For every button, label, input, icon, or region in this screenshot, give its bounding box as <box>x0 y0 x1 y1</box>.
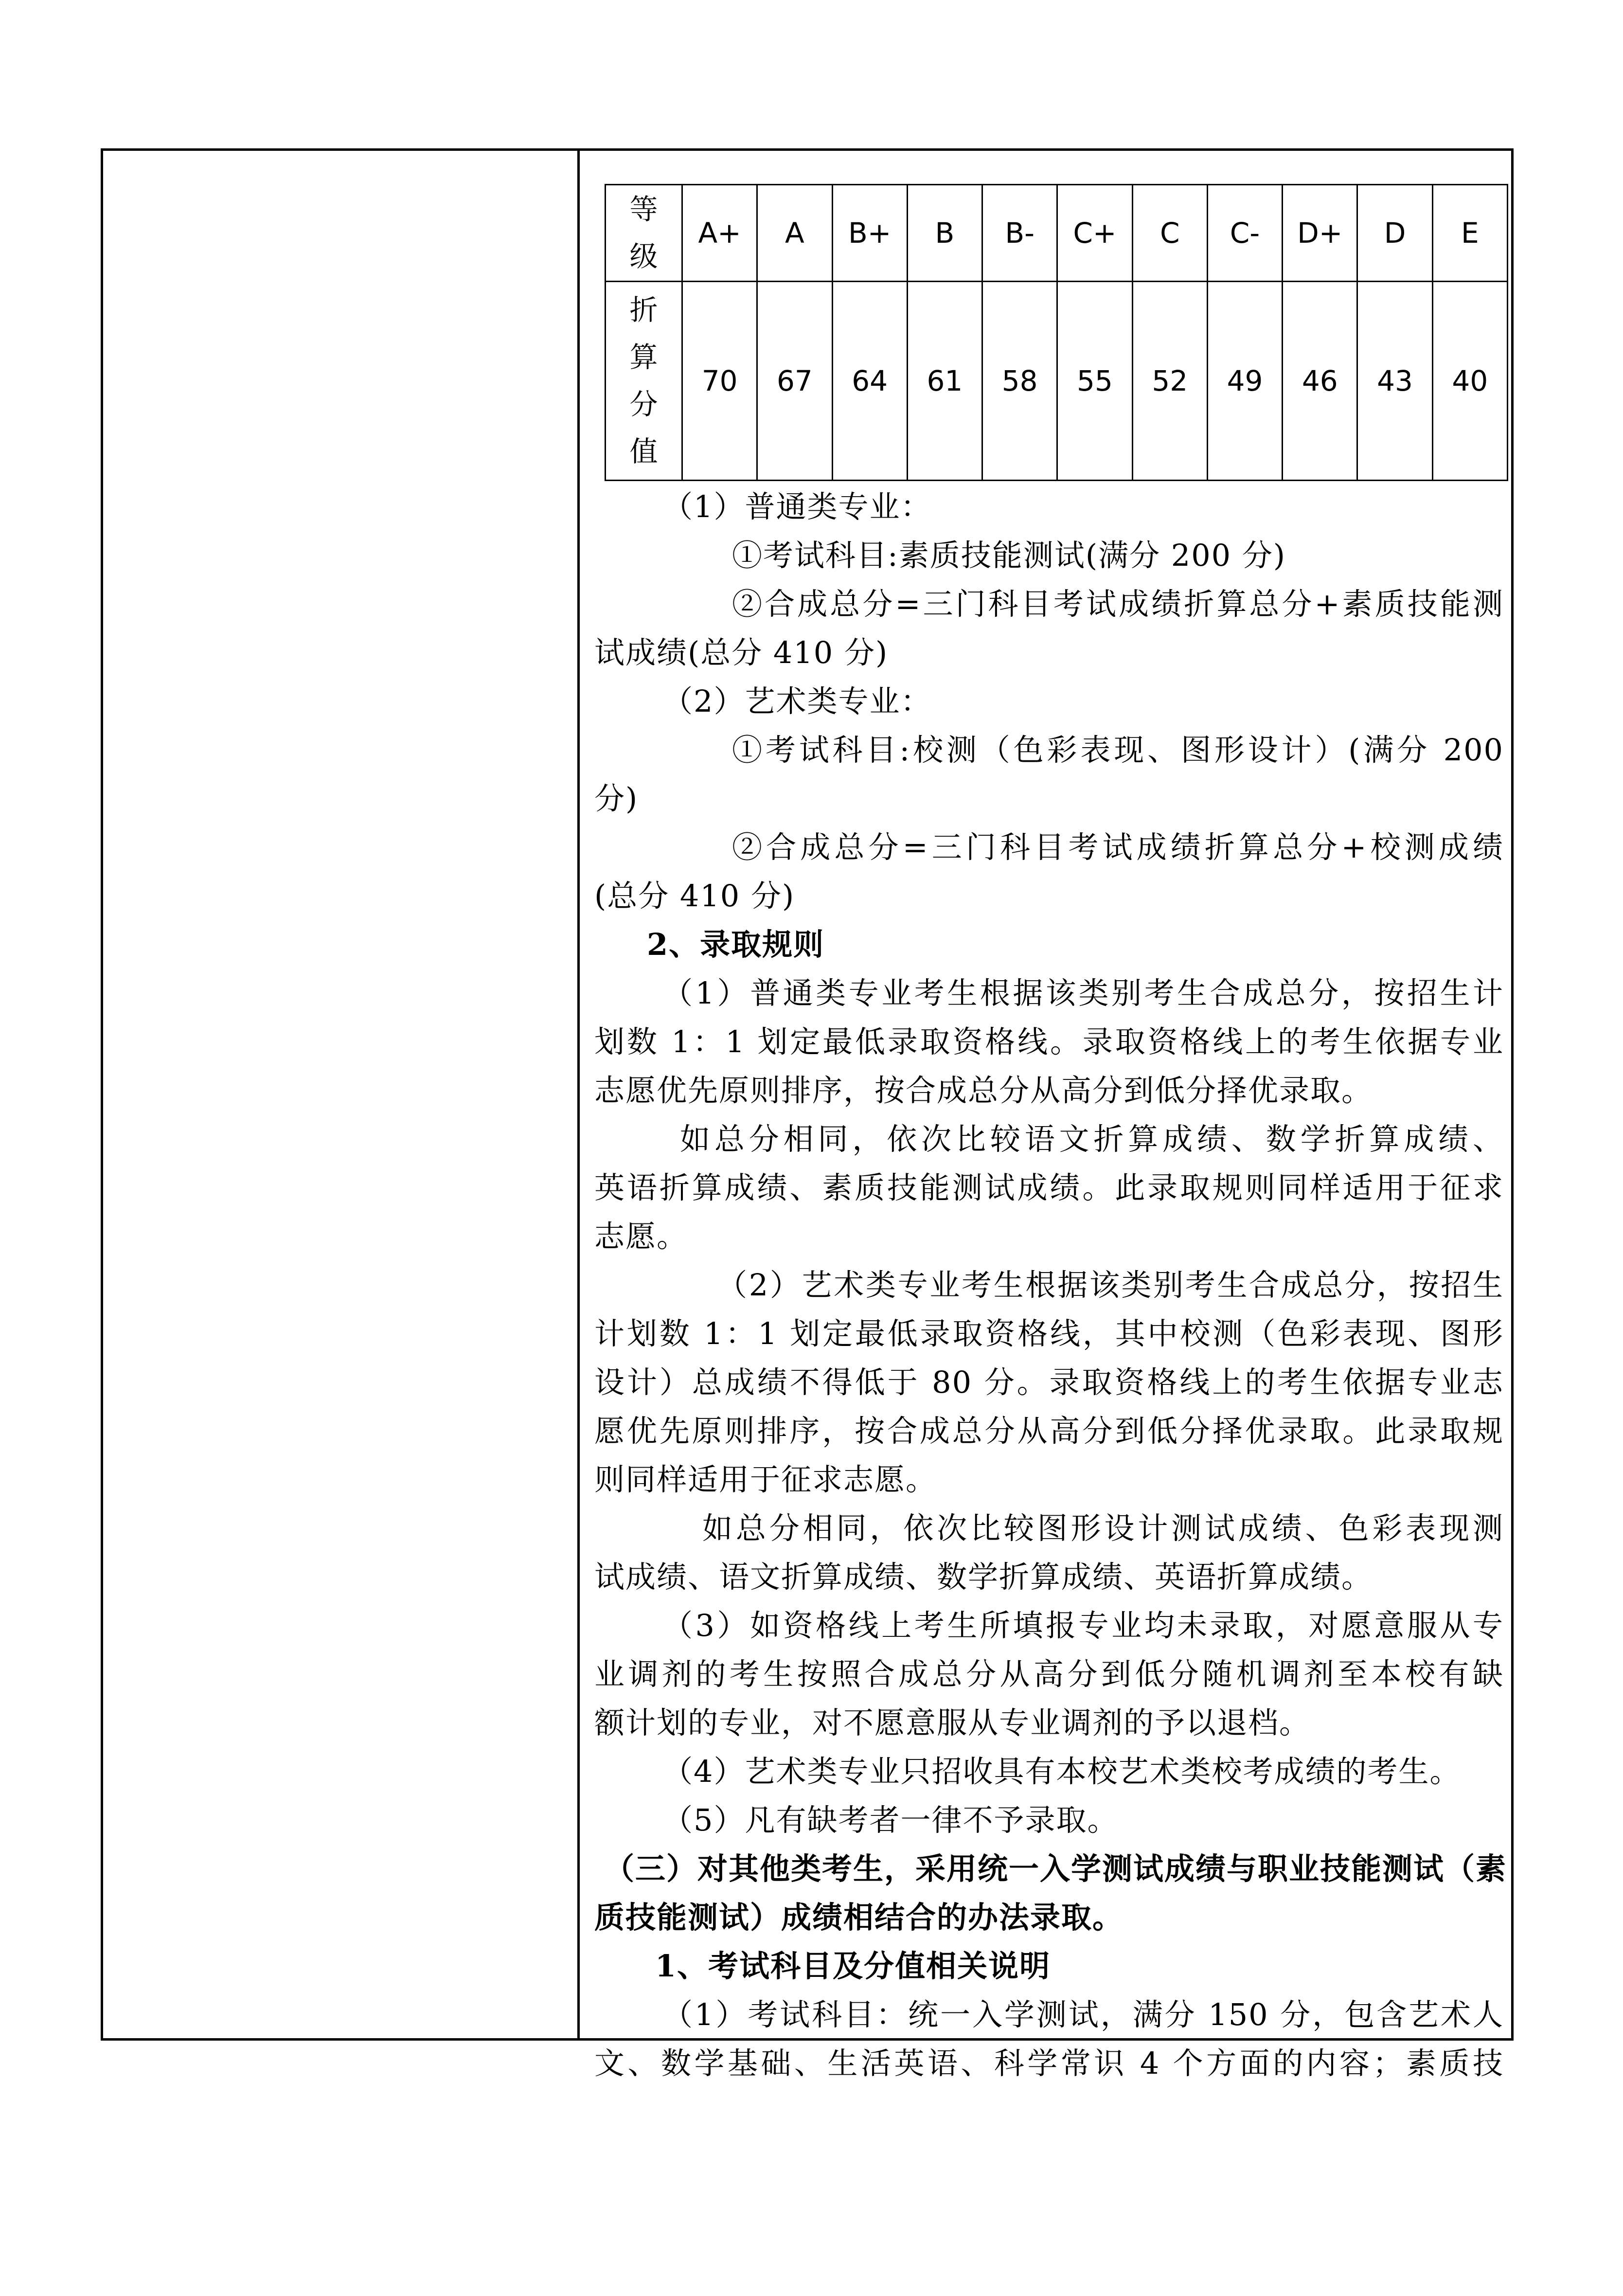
text-line: 计划数 1：1 划定最低录取资格线，其中校测（色彩表现、图形 <box>594 1316 1504 1351</box>
score-cell: 55 <box>1057 282 1132 481</box>
header-char: 级 <box>629 240 658 273</box>
grade-cell: B- <box>982 185 1057 282</box>
body-text <box>594 483 1507 2088</box>
text-line: 额计划的专业，对不愿意服从专业调剂的予以退档。 <box>594 1705 1311 1740</box>
grade-cell: B <box>907 185 982 282</box>
grade-row <box>606 185 1508 282</box>
text-line: 文、数学基础、生活英语、科学常识 4 个方面的内容；素质技 <box>594 2045 1504 2081</box>
score-cell: 64 <box>832 282 907 481</box>
header-char: 值 <box>629 435 658 468</box>
text-line: （5）凡有缺考者一律不予录取。 <box>662 1802 1119 1838</box>
text-line: （4）艺术类专业只招收具有本校艺术类校考成绩的考生。 <box>662 1754 1461 1789</box>
grade-row-header <box>606 185 682 282</box>
score-cell: 52 <box>1132 282 1207 481</box>
grade-cell: C <box>1132 185 1207 282</box>
text-line: 试成绩(总分 410 分) <box>594 635 889 670</box>
text-line: 则同样适用于征求志愿。 <box>594 1462 937 1497</box>
section-heading: （三）对其他类考生，采用统一入学测试成绩与职业技能测试（素 <box>604 1851 1507 1886</box>
score-cell: 67 <box>757 282 832 481</box>
score-row <box>606 282 1508 481</box>
text-line: （3）如资格线上考生所填报专业均未录取，对愿意服从专 <box>662 1608 1504 1643</box>
text-line: 如总分相同，依次比较语文折算成绩、数学折算成绩、 <box>680 1121 1504 1157</box>
grade-cell: C+ <box>1057 185 1132 282</box>
text-line: （1）普通类专业考生根据该类别考生合成总分，按招生计 <box>662 975 1504 1011</box>
header-char: 算 <box>629 341 658 374</box>
text-line: ②合成总分=三门科目考试成绩折算总分+素质技能测 <box>732 586 1504 622</box>
text-line: （1）考试科目：统一入学测试，满分 150 分，包含艺术人 <box>662 1997 1504 2032</box>
score-cell: 49 <box>1207 282 1282 481</box>
header-char: 等 <box>629 193 658 226</box>
grade-cell: E <box>1432 185 1507 282</box>
section-heading: 质技能测试）成绩相结合的办法录取。 <box>594 1900 1124 1935</box>
text-line: 试成绩、语文折算成绩、数学折算成绩、英语折算成绩。 <box>594 1559 1373 1595</box>
grade-cell: A+ <box>682 185 757 282</box>
text-line: 划数 1：1 划定最低录取资格线。录取资格线上的考生依据专业 <box>594 1024 1504 1059</box>
text-line: 志愿优先原则排序，按合成总分从高分到低分择优录取。 <box>594 1073 1373 1108</box>
text-line: 英语折算成绩、素质技能测试成绩。此录取规则同样适用于征求 <box>594 1170 1504 1205</box>
grade-cell: D <box>1357 185 1432 282</box>
header-char: 折 <box>629 293 658 326</box>
text-line: 志愿。 <box>594 1219 688 1254</box>
grade-conversion-table <box>605 184 1508 481</box>
text-line: ①考试科目:校测（色彩表现、图形设计）(满分 200 <box>732 732 1504 768</box>
grade-cell: B+ <box>832 185 907 282</box>
score-cell: 40 <box>1432 282 1507 481</box>
column-divider <box>577 148 580 2041</box>
score-cell: 43 <box>1357 282 1432 481</box>
score-cell: 70 <box>682 282 757 481</box>
text-line: 业调剂的考生按照合成总分从高分到低分随机调剂至本校有缺 <box>594 1656 1504 1692</box>
text-line: 如总分相同，依次比较图形设计测试成绩、色彩表现测 <box>702 1510 1504 1546</box>
grade-cell: D+ <box>1283 185 1357 282</box>
text-line: 愿优先原则排序，按合成总分从高分到低分择优录取。此录取规 <box>594 1413 1504 1449</box>
text-line: ①考试科目:素质技能测试(满分 200 分) <box>732 538 1286 573</box>
text-line: 设计）总成绩不得低于 80 分。录取资格线上的考生依据专业志 <box>594 1364 1504 1400</box>
header-char: 分 <box>629 388 658 421</box>
text-line: （2）艺术类专业考生根据该类别考生合成总分，按招生 <box>717 1267 1504 1303</box>
text-line: （2）艺术类专业： <box>662 683 932 719</box>
score-cell: 46 <box>1283 282 1357 481</box>
text-line: (总分 410 分) <box>594 878 795 914</box>
text-line: ②合成总分=三门科目考试成绩折算总分+校测成绩 <box>732 829 1504 865</box>
text-line: （1）普通类专业： <box>662 489 932 524</box>
text-line: 分) <box>594 781 639 816</box>
score-row-header <box>606 282 682 481</box>
section-heading: 1、考试科目及分值相关说明 <box>655 1948 1051 1984</box>
grade-cell: A <box>757 185 832 282</box>
section-heading: 2、录取规则 <box>647 927 825 962</box>
score-cell: 61 <box>907 282 982 481</box>
score-cell: 58 <box>982 282 1057 481</box>
grade-cell: C- <box>1207 185 1282 282</box>
